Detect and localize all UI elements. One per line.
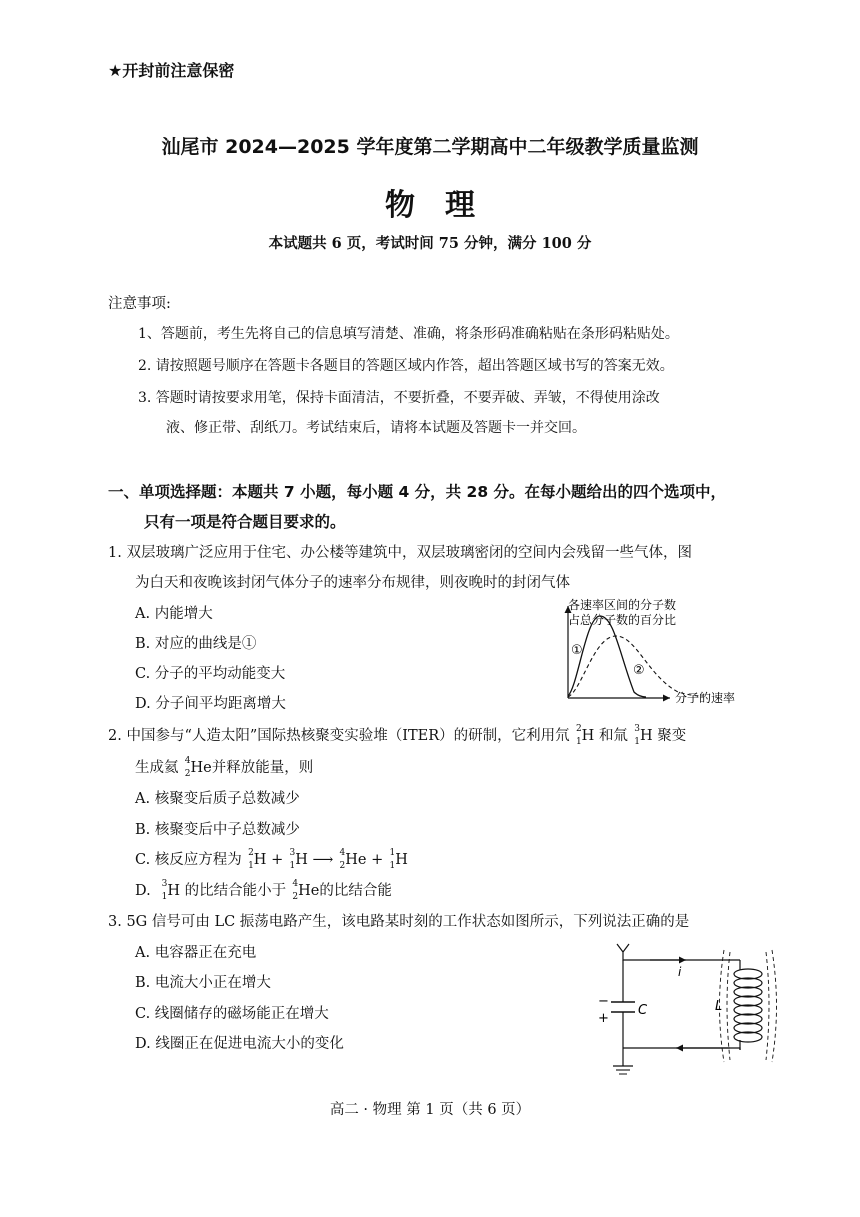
q1-option-b: B. 对应的曲线是① — [135, 636, 257, 652]
page-footer: 高二 · 物理 第 1 页（共 6 页） — [329, 1102, 531, 1118]
notice-item-2: 2. 请按照题号顺序在答题卡各题目的答题区域内作答，超出答题区域书写的答案无效。 — [138, 358, 674, 374]
q2-option-c: C. 核反应方程为 2 1 H + 3 1 H ⟶ 4 2 He + 1 1 H — [135, 848, 408, 871]
q1-option-d: D. 分子间平均距离增大 — [135, 696, 286, 712]
q2-option-b: B. 核聚变后中子总数减少 — [135, 822, 300, 838]
q1-stem-line1: 1. 双层玻璃广泛应用于住宅、办公楼等建筑中，双层玻璃密闭的空间内会残留一些气体，图 — [108, 545, 692, 561]
notice-item-3: 3. 答题时请按要求用笔，保持卡面清洁，不要折叠，不要弄破、弄皱，不得使用涂改 — [138, 390, 660, 406]
q1-option-a: A. 内能增大 — [135, 606, 213, 622]
q1-stem-line2: 为白天和夜晚该封闭气体分子的速率分布规律，则夜晚时的封闭气体 — [135, 575, 570, 591]
q3-option-c: C. 线圈储存的磁场能正在增大 — [135, 1006, 329, 1022]
notice-item-1: 1、答题前，考生先将自己的信息填写清楚、准确，将条形码准确粘贴在条形码粘贴处。 — [138, 326, 679, 342]
q1-curve-2-label: ② — [633, 663, 645, 678]
subject-title: 物理 — [385, 188, 505, 223]
q3-minus-sign: − — [598, 994, 609, 1009]
notice-item-3-cont: 液、修正带、刮纸刀。考试结束后，请将本试题及答题卡一并交回。 — [166, 420, 586, 436]
q3-option-a: A. 电容器正在充电 — [135, 945, 257, 961]
q3-stem: 3. 5G 信号可由 LC 振荡电路产生，该电路某时刻的工作状态如图所示，下列说法正确的是 — [108, 914, 690, 930]
q2-stem-line2: 生成氦 4 2 He并释放能量，则 — [135, 756, 314, 779]
q2-option-a: A. 核聚变后质子总数减少 — [135, 791, 300, 807]
q3-lc-circuit-figure — [590, 938, 780, 1088]
q3-plus-sign: + — [598, 1011, 609, 1026]
section-heading-line1: 一、单项选择题：本题共 7 小题，每小题 4 分，共 28 分。在每小题给出的四个选项中， — [108, 483, 727, 501]
q3-current-label: i — [678, 965, 682, 979]
antenna-icon — [617, 944, 629, 956]
exam-info: 本试题共 6 页，考试时间 75 分钟，满分 100 分 — [268, 235, 592, 252]
notice-heading: 注意事项: — [108, 296, 171, 312]
q1-xlabel: 分子的速率 — [675, 691, 736, 705]
q3-capacitor-label: C — [638, 1003, 648, 1018]
inductor-coil — [734, 969, 762, 1042]
confidential-note: ★开封前注意保密 — [108, 61, 235, 80]
q1-option-c: C. 分子的平均动能变大 — [135, 666, 286, 682]
q3-option-b: B. 电流大小正在增大 — [135, 975, 271, 991]
q3-option-d: D. 线圈正在促进电流大小的变化 — [135, 1036, 344, 1052]
exam-title: 汕尾市 2024—2025 学年度第二学期高中二年级教学质量监测 — [161, 136, 699, 158]
q1-ylabel-1: 各速率区间的分子数 — [568, 598, 677, 612]
q1-curve-1-label: ① — [571, 643, 583, 658]
section-heading-line2: 只有一项是符合题目要求的。 — [144, 513, 346, 531]
q3-inductor-label: L — [715, 999, 723, 1014]
q1-ylabel-2: 占总分子数的百分比 — [568, 613, 677, 627]
q1-speed-distribution-figure — [558, 596, 758, 712]
q2-stem-line1: 2. 中国参与“人造太阳”国际热核聚变实验堆（ITER）的研制，它利用氘 2 1 H 和氚 3 1 H 聚变 — [108, 724, 687, 747]
q2-option-d: D. 3 1 H 的比结合能小于 4 2 He的比结合能 — [135, 879, 392, 902]
